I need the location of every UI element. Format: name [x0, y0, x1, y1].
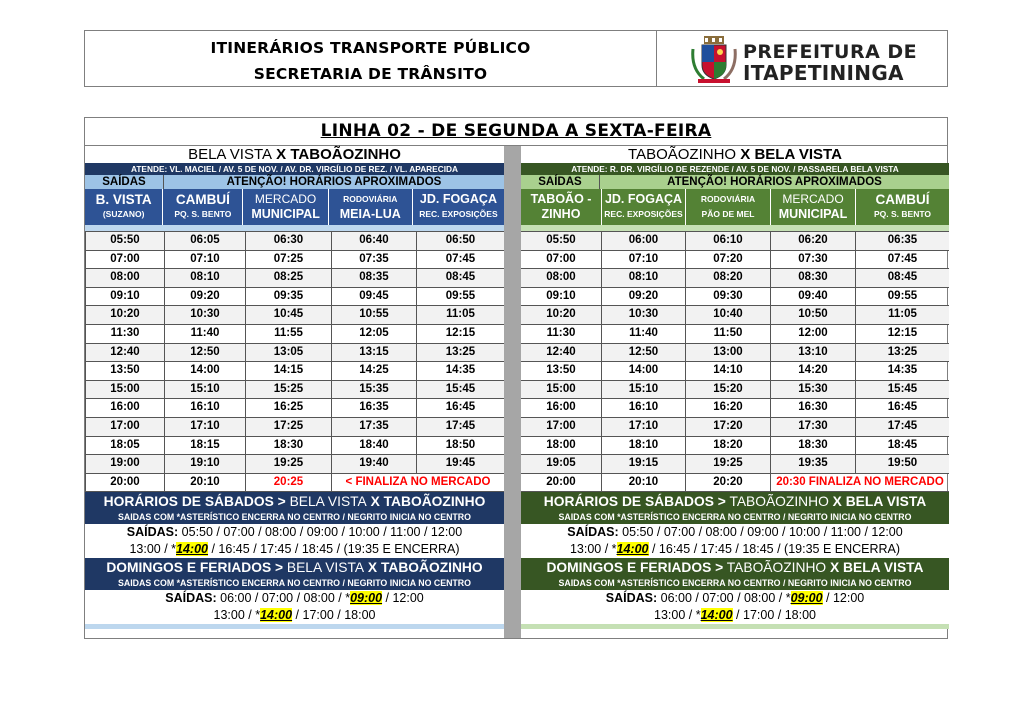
- sunday-header: DOMINGOS E FERIADOS > BELA VISTA X TABOÃOZINHO SAIDAS COM *ASTERÍSTICO ENCERRA NO CENTRO / NEGRITO INICIA NO CENTRO: [85, 558, 504, 590]
- legend-note: SAIDAS COM *ASTERÍSTICO ENCERRA NO CENTRO / NEGRITO INICIA NO CENTRO: [558, 512, 912, 523]
- table-cell: 08:30: [771, 269, 856, 287]
- table-cell: 11:40: [602, 325, 686, 343]
- table-cell: 15:25: [246, 381, 332, 399]
- table-cell: 10:20: [521, 306, 602, 324]
- table-cell: 14:20: [771, 362, 856, 380]
- table-cell: 05:50: [521, 232, 602, 250]
- sunday-header: DOMINGOS E FERIADOS > TABOÃOZINHO X BELA VISTA SAIDAS COM *ASTERÍSTICO ENCERRA NO CENTRO / NEGRITO INICIA NO CENTRO: [521, 558, 949, 590]
- table-cell: 06:10: [686, 232, 771, 250]
- table-row: [85, 306, 504, 325]
- table-cell: 18:20: [686, 437, 771, 455]
- header-titles: [85, 31, 657, 86]
- highlighted-time: 14:00: [176, 542, 209, 557]
- table-cell: 19:40: [332, 455, 417, 473]
- table-cell: 09:45: [332, 288, 417, 306]
- table-cell: 14:35: [445, 364, 476, 377]
- table-cell: 14:35: [887, 364, 918, 377]
- table-cell: 17:30: [771, 418, 856, 436]
- saidas-label: SAÍDAS: [521, 175, 600, 189]
- table-cell: 15:10: [165, 381, 246, 399]
- table-cell: 16:45: [887, 401, 918, 414]
- table-cell: 17:25: [246, 418, 332, 436]
- table-cell: 09:20: [165, 288, 246, 306]
- served-streets: ATENDE: VL. MACIEL / AV. 5 DE NOV. / AV. DR. VIRGÍLIO DE REZ. / VL. APARECIDA: [85, 163, 504, 175]
- table-row-last: [521, 474, 949, 493]
- highlighted-time: 14:00: [616, 542, 649, 557]
- table-cell: 14:00: [165, 362, 246, 380]
- table-cell: 11:55: [246, 325, 332, 343]
- saturday-times: SAÍDAS: 05:50 / 07:00 / 08:00 / 09:00 / 10:00 / 11:00 / 12:00 13:00 / *14:00 / 16:45 / 17:45 / 18:45 / (19:35 E ENCERRA): [521, 524, 949, 558]
- table-cell: 19:45: [445, 457, 476, 470]
- table-row: [521, 325, 949, 344]
- attention-bar: [85, 175, 504, 189]
- table-cell: 09:10: [521, 288, 602, 306]
- table-cell: 19:35: [771, 455, 856, 473]
- table-cell: 16:25: [246, 399, 332, 417]
- table-row: [521, 399, 949, 418]
- col-header: CAMBUÍ PQ. S. BENTO: [874, 192, 931, 219]
- final-trip-note: < FINALIZA NO MERCADO: [345, 475, 491, 488]
- table-cell: 09:55: [445, 289, 476, 302]
- table-cell: 15:00: [521, 381, 602, 399]
- table-row: [85, 325, 504, 344]
- sunday-times: SAÍDAS: 06:00 / 07:00 / 08:00 / *09:00 / 12:00 13:00 / *14:00 / 17:00 / 18:00: [85, 590, 504, 624]
- route-separator: X: [736, 146, 755, 163]
- table-cell: 08:10: [165, 269, 246, 287]
- table-cell: 09:10: [86, 288, 165, 306]
- table-cell: 17:00: [86, 418, 165, 436]
- table-cell: 12:05: [332, 325, 417, 343]
- table-row: [85, 288, 504, 307]
- col-header: CAMBUÍ PQ. S. BENTO: [163, 189, 243, 225]
- route-bela-vista-taboaozinho: [85, 146, 504, 629]
- route-origin: TABOÃOZINHO: [628, 146, 737, 163]
- table-cell: 17:20: [686, 418, 771, 436]
- table-row: [85, 399, 504, 418]
- table-cell: 12:15: [887, 326, 918, 339]
- table-row: [521, 455, 949, 474]
- route-taboaozinho-bela-vista: [521, 146, 949, 629]
- table-cell: 12:50: [602, 344, 686, 362]
- table-cell: 17:35: [332, 418, 417, 436]
- table-row: [85, 381, 504, 400]
- table-cell: 16:10: [165, 399, 246, 417]
- table-cell: 11:40: [165, 325, 246, 343]
- timetable: [85, 231, 504, 474]
- table-cell: 18:00: [521, 437, 602, 455]
- table-cell: 08:00: [86, 269, 165, 287]
- table-cell: 19:25: [686, 455, 771, 473]
- table-cell: 09:40: [771, 288, 856, 306]
- table-cell: 05:50: [86, 232, 165, 250]
- table-cell: 08:25: [246, 269, 332, 287]
- column-headers: [521, 189, 949, 225]
- highlighted-time: 14:00: [700, 608, 733, 623]
- table-row: [85, 418, 504, 437]
- table-cell: 16:30: [771, 399, 856, 417]
- attention-bar: [521, 175, 949, 189]
- table-cell: 06:05: [165, 232, 246, 250]
- table-cell: 06:35: [887, 234, 918, 246]
- highlighted-time: 14:00: [260, 608, 293, 623]
- table-cell: 16:10: [602, 399, 686, 417]
- table-cell: 18:10: [602, 437, 686, 455]
- table-cell: 16:00: [86, 399, 165, 417]
- table-cell: 20:00: [521, 474, 602, 492]
- saturday-header: HORÁRIOS DE SÁBADOS > BELA VISTA X TABOÃOZINHO SAIDAS COM *ASTERÍSTICO ENCERRA NO CENTRO / NEGRITO INICIA NO CENTRO: [85, 492, 504, 524]
- highlighted-time: 09:00: [350, 591, 383, 606]
- table-cell: 07:25: [246, 251, 332, 269]
- table-row: [521, 288, 949, 307]
- table-cell: 12:50: [165, 344, 246, 362]
- timetable: [521, 231, 949, 474]
- legend-note: SAIDAS COM *ASTERÍSTICO ENCERRA NO CENTRO / NEGRITO INICIA NO CENTRO: [558, 578, 912, 589]
- table-cell: 07:30: [771, 251, 856, 269]
- table-cell: 12:15: [445, 326, 476, 339]
- table-cell: 06:40: [332, 232, 417, 250]
- table-cell: 16:20: [686, 399, 771, 417]
- table-cell: 13:25: [887, 345, 918, 358]
- table-cell: 12:40: [521, 344, 602, 362]
- table-cell: 14:15: [246, 362, 332, 380]
- table-row: [521, 251, 949, 270]
- table-cell: 09:55: [887, 289, 918, 302]
- table-cell: 12:00: [771, 325, 856, 343]
- route-destination: BELA VISTA: [754, 146, 842, 163]
- table-row-last: [85, 474, 504, 493]
- table-row: [85, 344, 504, 363]
- table-cell: 13:10: [771, 344, 856, 362]
- table-cell: 15:20: [686, 381, 771, 399]
- header-subtitle: SECRETARIA DE TRÂNSITO: [253, 65, 488, 83]
- table-cell: 10:30: [165, 306, 246, 324]
- table-row: [521, 381, 949, 400]
- table-cell: 11:05: [888, 308, 917, 321]
- table-row: [85, 269, 504, 288]
- table-cell: 10:50: [771, 306, 856, 324]
- column-headers: [85, 189, 504, 225]
- table-row: [85, 232, 504, 251]
- table-cell: 13:15: [332, 344, 417, 362]
- table-cell: 08:00: [521, 269, 602, 287]
- served-streets: ATENDE: R. DR. VIRGÍLIO DE REZENDE / AV. 5 DE NOV. / PASSARELA BELA VISTA: [521, 163, 949, 175]
- table-cell: 07:45: [887, 252, 918, 265]
- col-header: RODOVIÁRIA PÃO DE MEL: [686, 189, 771, 225]
- approx-times-notice: ATENÇÃO! HORÁRIOS APROXIMADOS: [667, 176, 882, 188]
- table-row: [521, 269, 949, 288]
- table-row: [521, 306, 949, 325]
- legend-note: SAIDAS COM *ASTERÍSTICO ENCERRA NO CENTRO / NEGRITO INICIA NO CENTRO: [117, 512, 472, 523]
- table-cell: 18:50: [445, 438, 476, 451]
- table-cell: 19:25: [246, 455, 332, 473]
- table-cell: 17:10: [165, 418, 246, 436]
- column-separator: [504, 146, 521, 638]
- table-cell: 19:50: [887, 457, 918, 470]
- table-cell: 14:25: [332, 362, 417, 380]
- table-cell: 08:20: [686, 269, 771, 287]
- table-cell: 11:05: [446, 308, 475, 321]
- table-cell: 07:00: [521, 251, 602, 269]
- table-cell: 12:40: [86, 344, 165, 362]
- table-cell: 18:05: [86, 437, 165, 455]
- table-cell: 18:40: [332, 437, 417, 455]
- table-cell: 19:15: [602, 455, 686, 473]
- table-cell: 13:50: [86, 362, 165, 380]
- saidas-label: SAÍDAS: [85, 175, 164, 189]
- table-cell: 15:45: [887, 382, 918, 395]
- col-header: RODOVIÁRIA MEIA-LUA: [329, 189, 413, 225]
- table-row: [85, 362, 504, 381]
- route-separator: X: [272, 146, 291, 163]
- table-cell: 17:45: [445, 419, 476, 432]
- table-cell: 08:45: [887, 271, 918, 284]
- final-trip-note: 20:30 FINALIZA NO MERCADO: [776, 475, 944, 488]
- table-cell: 10:30: [602, 306, 686, 324]
- table-cell: 15:30: [771, 381, 856, 399]
- col-header: JD. FOGAÇA REC. EXPOSIÇÕES: [602, 189, 686, 225]
- table-cell: 06:30: [246, 232, 332, 250]
- table-cell: 11:50: [686, 325, 771, 343]
- table-cell: 08:45: [445, 271, 476, 284]
- table-cell: 08:10: [602, 269, 686, 287]
- table-cell: 09:30: [686, 288, 771, 306]
- prefeitura-label: PREFEITURA DE: [743, 41, 918, 63]
- table-cell: 15:10: [602, 381, 686, 399]
- table-row: [521, 344, 949, 363]
- table-cell: 14:10: [686, 362, 771, 380]
- document-header: [84, 30, 948, 87]
- table-cell: 18:30: [246, 437, 332, 455]
- table-cell: 15:35: [332, 381, 417, 399]
- table-cell: 15:00: [86, 381, 165, 399]
- table-cell: 17:45: [887, 419, 918, 432]
- table-cell: 10:55: [332, 306, 417, 324]
- col-header: B. VISTA (SUZANO): [85, 189, 163, 225]
- table-row: [521, 437, 949, 456]
- approx-times-notice: ATENÇÃO! HORÁRIOS APROXIMADOS: [226, 176, 442, 188]
- table-cell: 07:20: [686, 251, 771, 269]
- table-cell: 07:45: [445, 252, 476, 265]
- table-cell: 13:00: [686, 344, 771, 362]
- table-cell: 08:35: [332, 269, 417, 287]
- table-cell: 10:40: [686, 306, 771, 324]
- city-name: ITAPETININGA: [743, 61, 904, 85]
- schedule-panel: [84, 117, 948, 639]
- table-cell: 20:10: [602, 474, 686, 492]
- table-cell: 07:35: [332, 251, 417, 269]
- table-cell: 18:15: [165, 437, 246, 455]
- table-cell: 13:50: [521, 362, 602, 380]
- table-cell: 19:10: [165, 455, 246, 473]
- table-cell: 20:00: [86, 474, 165, 492]
- table-cell: 18:45: [887, 438, 918, 451]
- table-row: [521, 418, 949, 437]
- table-cell: 09:20: [602, 288, 686, 306]
- header-title: ITINERÁRIOS TRANSPORTE PÚBLICO: [210, 39, 531, 57]
- table-cell: 06:00: [602, 232, 686, 250]
- schedule-title: LINHA 02 - DE SEGUNDA A SEXTA-FEIRA: [320, 121, 712, 141]
- table-cell: 10:45: [246, 306, 332, 324]
- bottom-strip: [521, 624, 949, 629]
- table-row: [85, 437, 504, 456]
- table-cell: 16:45: [445, 401, 476, 414]
- table-cell: 13:25: [445, 345, 476, 358]
- col-header: MERCADO MUNICIPAL: [243, 189, 328, 225]
- table-cell: 16:35: [332, 399, 417, 417]
- table-cell: 19:05: [521, 455, 602, 473]
- sunday-times: SAÍDAS: 06:00 / 07:00 / 08:00 / *09:00 / 12:00 13:00 / *14:00 / 17:00 / 18:00: [521, 590, 949, 624]
- table-cell: 06:50: [445, 234, 476, 246]
- table-cell: 13:05: [246, 344, 332, 362]
- table-row: [85, 251, 504, 270]
- route-heading: [521, 146, 949, 163]
- table-cell: 20:10: [165, 474, 246, 492]
- table-row: [85, 455, 504, 474]
- table-cell: 07:10: [602, 251, 686, 269]
- table-cell: 11:30: [521, 325, 602, 343]
- table-cell: 14:00: [602, 362, 686, 380]
- table-cell: 20:20: [686, 474, 771, 492]
- route-heading: [85, 146, 504, 163]
- table-cell: 20:25: [246, 474, 332, 492]
- table-row: [521, 362, 949, 381]
- table-cell: 16:00: [521, 399, 602, 417]
- table-cell: 17:10: [602, 418, 686, 436]
- city-crest-icon: [690, 35, 738, 85]
- table-row: [521, 232, 949, 251]
- col-header: JD. FOGAÇA REC. EXPOSIÇÕES: [419, 192, 498, 219]
- table-cell: 18:30: [771, 437, 856, 455]
- prefeitura-logo: [657, 31, 947, 86]
- table-cell: 07:00: [86, 251, 165, 269]
- bottom-strip: [85, 624, 504, 629]
- saturday-times: SAÍDAS: 05:50 / 07:00 / 08:00 / 09:00 / 10:00 / 11:00 / 12:00 13:00 / *14:00 / 16:45 / 17:45 / 18:45 / (19:35 E ENCERRA): [85, 524, 504, 558]
- route-destination: TABOÃOZINHO: [290, 146, 401, 163]
- col-header: MERCADO MUNICIPAL: [771, 189, 856, 225]
- table-cell: 07:10: [165, 251, 246, 269]
- table-cell: 09:35: [246, 288, 332, 306]
- table-cell: 10:20: [86, 306, 165, 324]
- table-cell: 11:30: [86, 325, 165, 343]
- table-cell: 17:00: [521, 418, 602, 436]
- table-cell: 15:45: [445, 382, 476, 395]
- col-header: TABOÃO - ZINHO: [521, 189, 602, 225]
- table-cell: 19:00: [86, 455, 165, 473]
- route-origin: BELA VISTA: [188, 146, 273, 163]
- legend-note: SAIDAS COM *ASTERÍSTICO ENCERRA NO CENTRO / NEGRITO INICIA NO CENTRO: [117, 578, 472, 589]
- highlighted-time: 09:00: [790, 591, 823, 606]
- saturday-header: HORÁRIOS DE SÁBADOS > TABOÃOZINHO X BELA VISTA SAIDAS COM *ASTERÍSTICO ENCERRA NO CENTRO / NEGRITO INICIA NO CENTRO: [521, 492, 949, 524]
- table-cell: 06:20: [771, 232, 856, 250]
